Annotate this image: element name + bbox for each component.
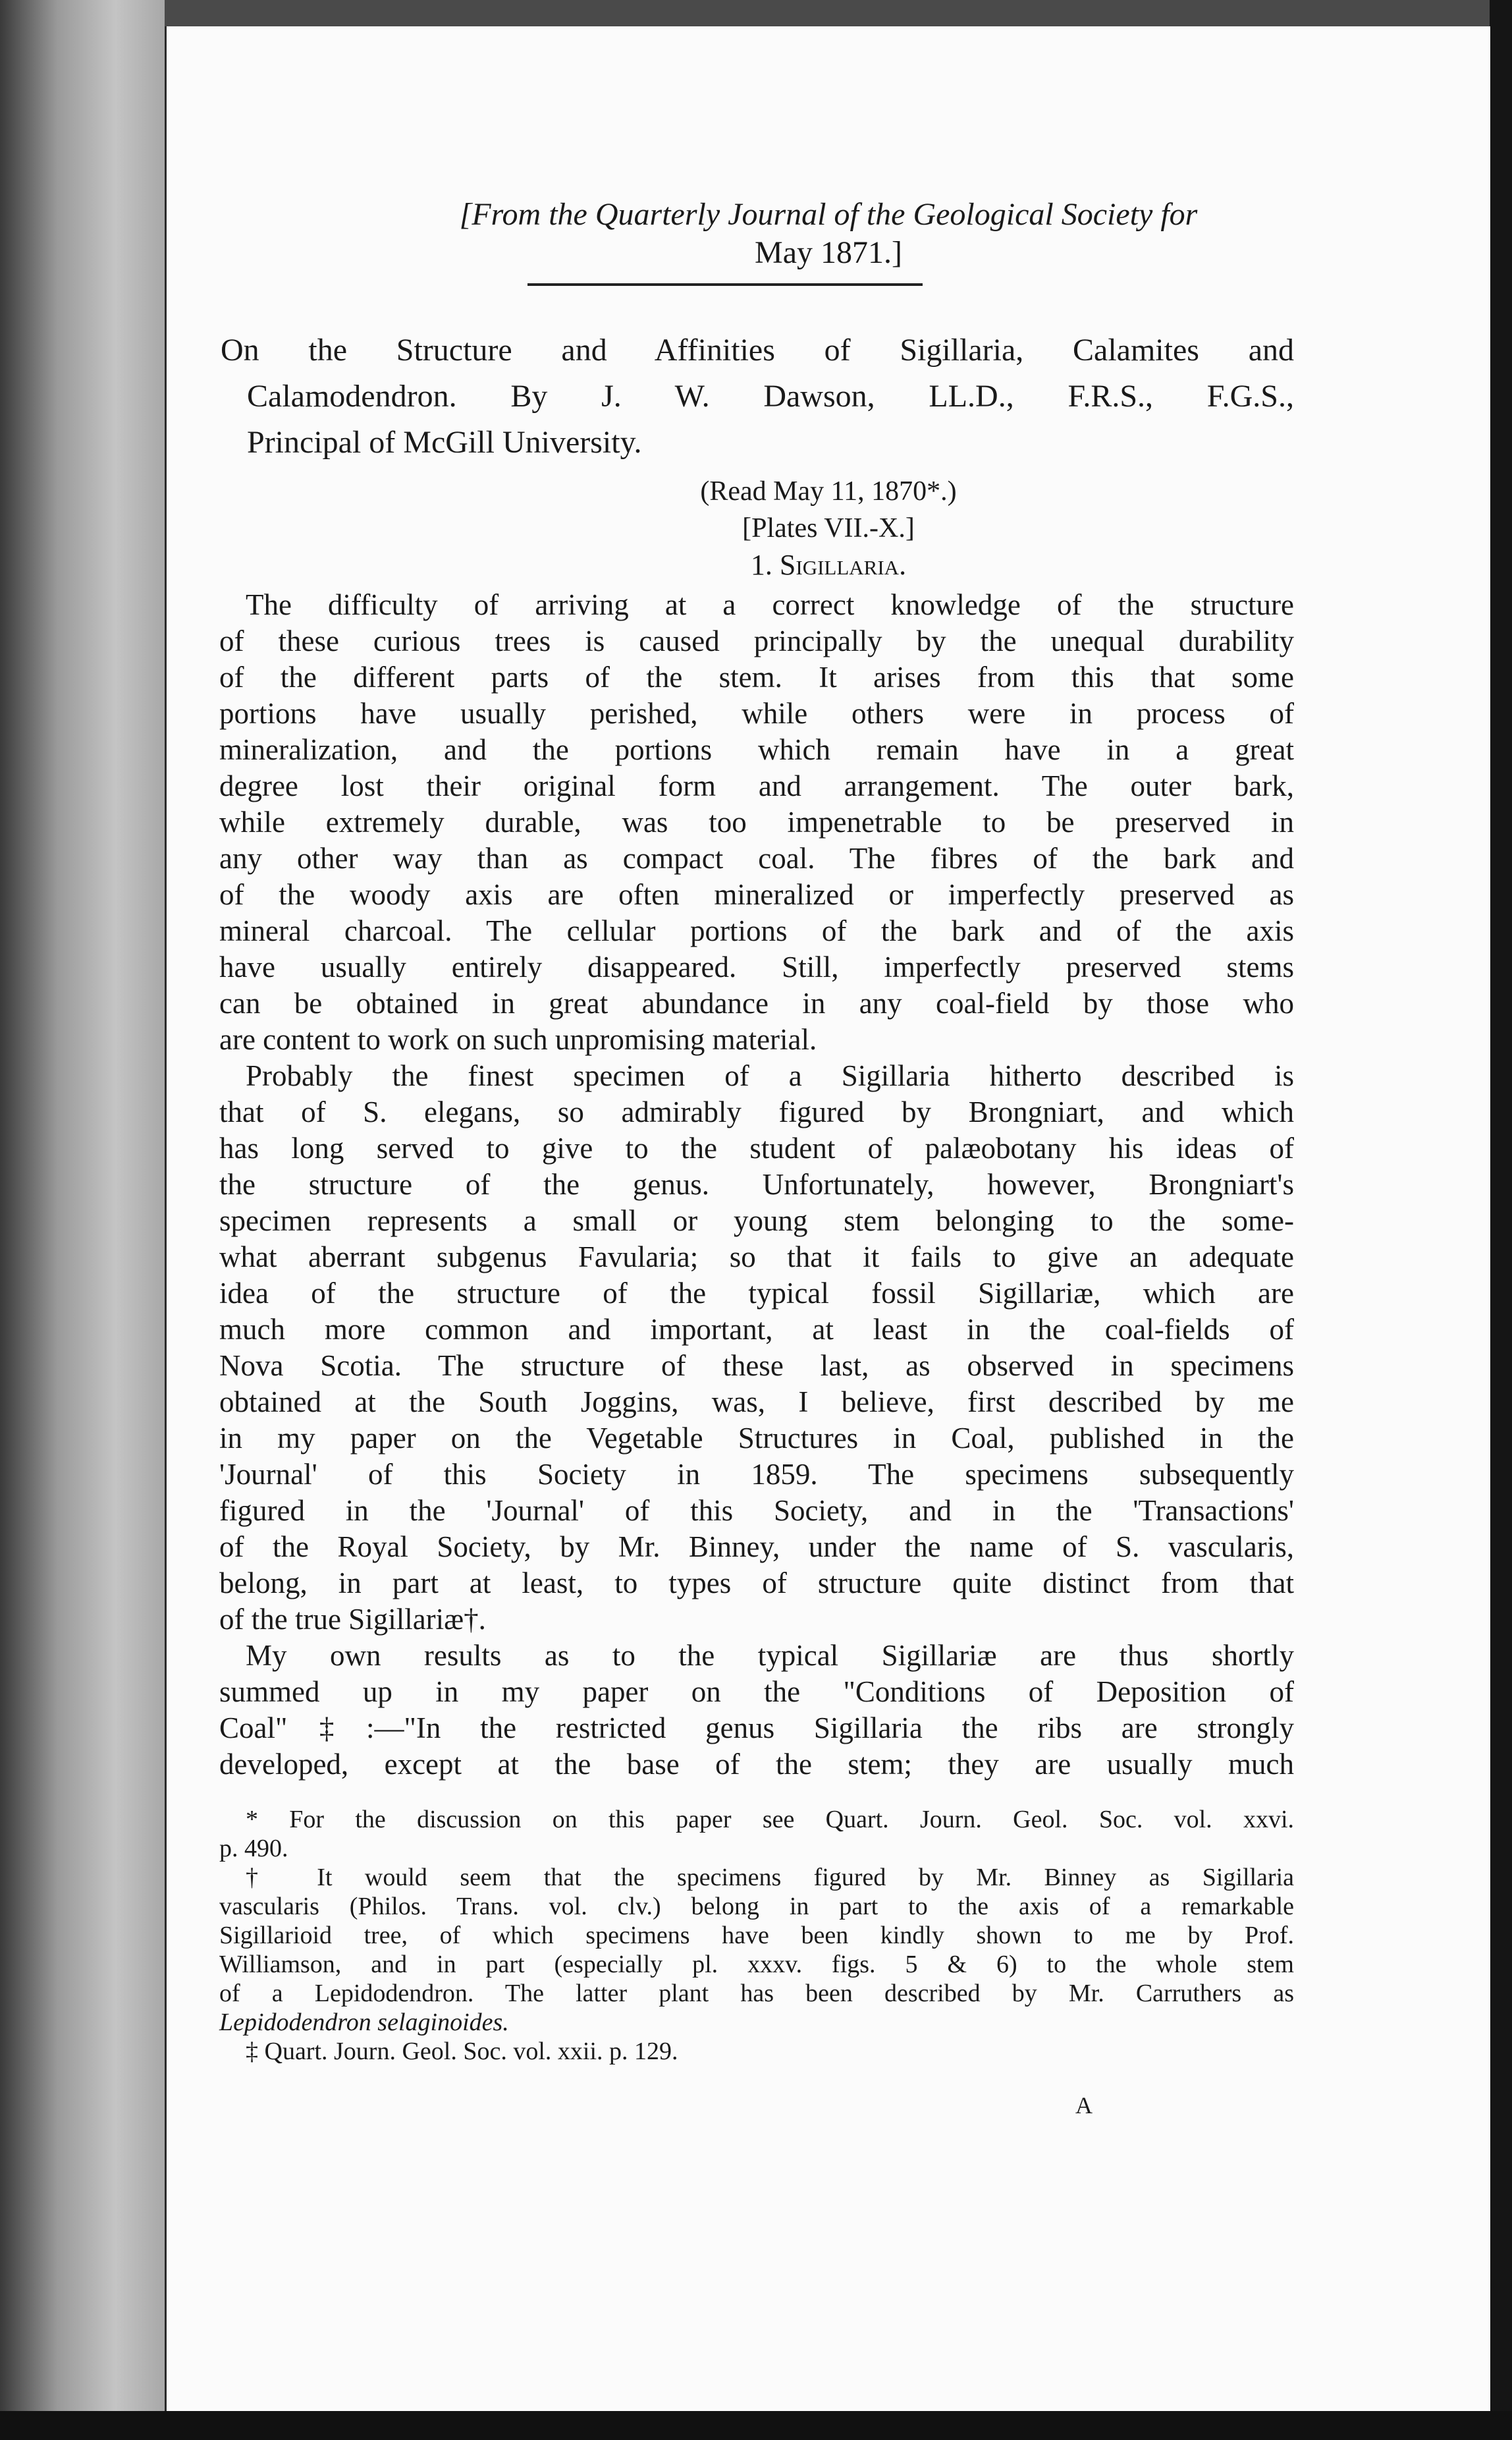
body-line: are content to work on such unpromising material. bbox=[219, 1023, 817, 1056]
body-line: much more common and important, at least in the coal-fields of bbox=[219, 1313, 1294, 1346]
plates-note: [Plates VII.-X.] bbox=[742, 513, 915, 543]
body-line: idea of the structure of the typical fossil Sigillariæ, which are bbox=[219, 1277, 1294, 1310]
masthead-line-1: [From the Quarterly Journal of the Geological Society for bbox=[459, 197, 1198, 232]
body-line: in my paper on the Vegetable Structures in Coal, published in the bbox=[219, 1422, 1294, 1455]
body-line: the structure of the genus. Unfortunately, however, Brongniart's bbox=[219, 1168, 1294, 1201]
footnote-line: of a Lepidodendron. The latter plant has been described by Mr. Carruthers as bbox=[219, 1980, 1294, 2007]
scan-right-edge bbox=[1490, 0, 1512, 2440]
body-line: of the true Sigillariæ†. bbox=[219, 1603, 486, 1636]
body-line: has long served to give to the student of palæobotany his ideas of bbox=[219, 1132, 1294, 1165]
body-line: obtained at the South Joggins, was, I believe, first described by me bbox=[219, 1385, 1294, 1418]
footnote-line: † It would seem that the specimens figured by Mr. Binney as Sigillaria bbox=[246, 1864, 1294, 1891]
body-line: Nova Scotia. The structure of these last, as observed in specimens bbox=[219, 1349, 1294, 1382]
body-line: mineralization, and the portions which remain have in a great bbox=[219, 733, 1294, 766]
body-line: of the Royal Society, by Mr. Binney, under the name of S. vascularis, bbox=[219, 1530, 1294, 1563]
body-line: Coal"‡:—"In the restricted genus Sigillaria the ribs are strongly bbox=[219, 1711, 1294, 1744]
section-heading: 1. Sigillaria. bbox=[750, 549, 907, 581]
body-line: degree lost their original form and arrangement. The outer bark, bbox=[219, 769, 1294, 802]
body-line: portions have usually perished, while others were in process of bbox=[219, 697, 1294, 730]
body-line: belong, in part at least, to types of structure quite distinct from that bbox=[219, 1567, 1294, 1599]
body-line: of these curious trees is caused principally by the unequal durability bbox=[219, 624, 1294, 657]
footnote-line: * For the discussion on this paper see Quart. Journ. Geol. Soc. vol. xxvi. bbox=[246, 1806, 1294, 1833]
scan-bottom-edge bbox=[0, 2411, 1512, 2440]
body-line: The difficulty of arriving at a correct knowledge of the structure bbox=[246, 588, 1294, 621]
body-line: have usually entirely disappeared. Still, imperfectly preserved stems bbox=[219, 951, 1294, 984]
signature-mark: A bbox=[1075, 2092, 1093, 2119]
footnote-line: ‡ Quart. Journ. Geol. Soc. vol. xxii. p. 129. bbox=[246, 2038, 678, 2065]
body-line: what aberrant subgenus Favularia; so that it fails to give an adequate bbox=[219, 1240, 1294, 1273]
footnote-line: vascularis (Philos. Trans. vol. clv.) belong in part to the axis of a remarkable bbox=[219, 1893, 1294, 1920]
document-page bbox=[165, 26, 1490, 2411]
body-line: while extremely durable, was too impenetrable to be preserved in bbox=[219, 806, 1294, 839]
body-line: any other way than as compact coal. The fibres of the bark and bbox=[219, 842, 1294, 875]
title-line-1: On the Structure and Affinities of Sigillaria, Calamites and bbox=[221, 333, 1294, 368]
footnote-line: Lepidodendron selaginoides. bbox=[219, 2009, 509, 2036]
footnote-line: p. 490. bbox=[219, 1835, 288, 1862]
body-line: summed up in my paper on the "Conditions of Deposition of bbox=[219, 1675, 1294, 1708]
body-line: figured in the 'Journal' of this Society, and in the 'Transactions' bbox=[219, 1494, 1294, 1527]
masthead-rule bbox=[527, 283, 923, 286]
body-line: specimen represents a small or young stem belonging to the some- bbox=[219, 1204, 1294, 1237]
body-line: mineral charcoal. The cellular portions of the bark and of the axis bbox=[219, 914, 1294, 947]
body-line: 'Journal' of this Society in 1859. The specimens subsequently bbox=[219, 1458, 1294, 1491]
body-line: of the woody axis are often mineralized or imperfectly preserved as bbox=[219, 878, 1294, 911]
body-line: of the different parts of the stem. It arises from this that some bbox=[219, 661, 1294, 694]
body-line: Probably the finest specimen of a Sigillaria hitherto described is bbox=[246, 1059, 1294, 1092]
body-line: developed, except at the base of the stem; they are usually much bbox=[219, 1748, 1294, 1781]
scan-left-margin bbox=[0, 0, 165, 2440]
title-line-3: Principal of McGill University. bbox=[247, 425, 642, 460]
body-line: can be obtained in great abundance in any coal-field by those who bbox=[219, 987, 1294, 1020]
footnote-line: Williamson, and in part (especially pl. xxxv. figs. 5 & 6) to the whole stem bbox=[219, 1951, 1294, 1978]
title-line-2: Calamodendron. By J. W. Dawson, LL.D., F.R.S., F.G.S., bbox=[247, 379, 1294, 414]
body-line: My own results as to the typical Sigillariæ are thus shortly bbox=[246, 1639, 1294, 1672]
read-note: (Read May 11, 1870*.) bbox=[700, 476, 957, 507]
body-line: that of S. elegans, so admirably figured by Brongniart, and which bbox=[219, 1095, 1294, 1128]
masthead-line-2: May 1871.] bbox=[755, 235, 902, 270]
footnote-line: Sigillarioid tree, of which specimens have been kindly shown to me by Prof. bbox=[219, 1922, 1294, 1949]
